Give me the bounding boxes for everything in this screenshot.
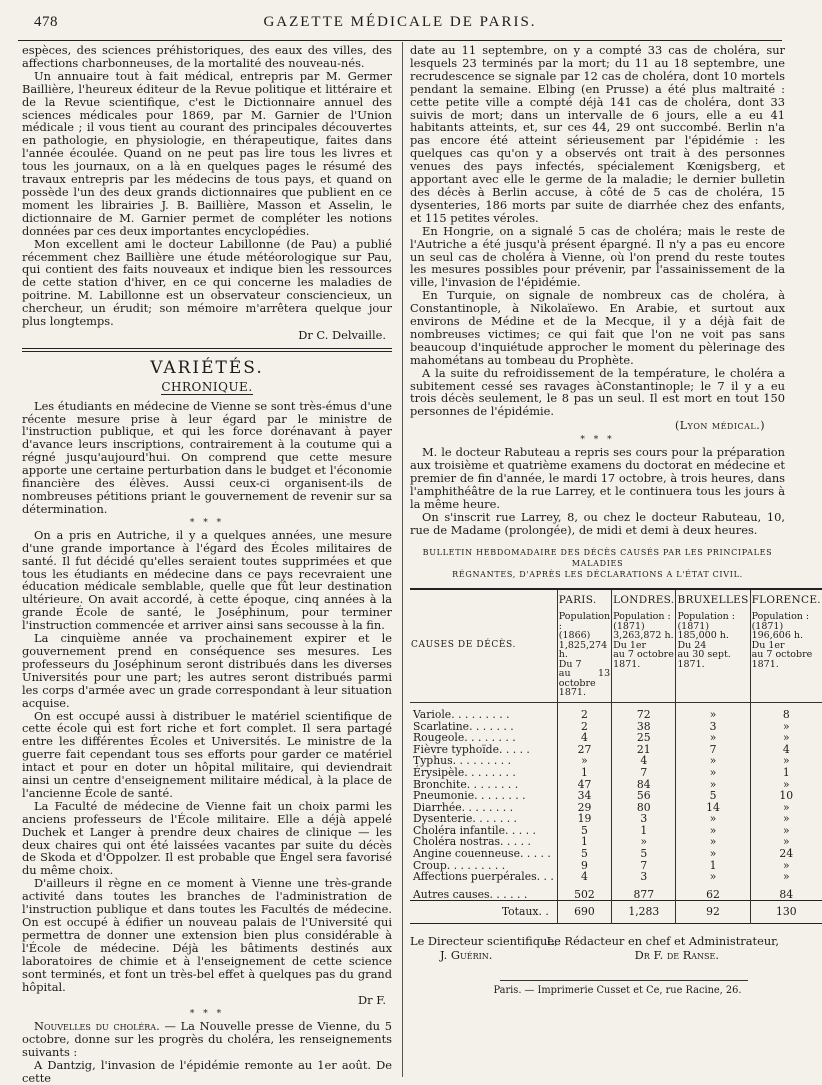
period: Du 24 — [677, 639, 707, 651]
table-row — [410, 790, 822, 802]
period: au 13 octobre — [558, 668, 611, 689]
printer-imprint: Paris. — Imprimerie Cusset et Ce, rue Racine, 26. — [493, 985, 742, 997]
value-cell: 29 — [557, 802, 611, 814]
cause-cell: Fièvre typhoïde. . . . . — [413, 742, 530, 756]
separator-stars: * * * — [189, 1009, 225, 1020]
cholera-text: — La Nouvelle presse de Vienne, du 5 octobre, donne sur les progrès du choléra, les renseignements suivants : — [22, 1019, 392, 1060]
population-value: 185,000 h. — [677, 630, 729, 642]
value-cell: » — [676, 813, 750, 825]
value-cell: » — [750, 860, 822, 872]
value-cell: 34 — [557, 790, 611, 802]
paragraph: A Dantzig, l'invasion de l'épidémie remonte au 1er août. De cette — [22, 1058, 392, 1085]
value-cell: » — [612, 836, 676, 848]
value-cell: 2 — [557, 702, 611, 720]
right-column — [410, 43, 821, 998]
cause-cell: Rougeole. . . . . . . . — [413, 731, 516, 745]
cause-cell: Bronchite. . . . . . . . — [413, 777, 519, 791]
page-number: 478 — [34, 14, 58, 30]
value-cell: 21 — [612, 744, 676, 756]
population-year: (1871) — [613, 620, 645, 632]
director-title: Le Directeur scientifique, — [410, 934, 558, 949]
value-cell: 84 — [750, 883, 822, 901]
value-cell: 56 — [612, 790, 676, 802]
director-signature — [410, 934, 558, 962]
value-cell: 47 — [557, 779, 611, 791]
cause-cell: Typhus. . . . . . . . . — [413, 754, 512, 768]
population-label: Population : — [613, 611, 671, 623]
city-header — [750, 589, 822, 703]
value-cell: » — [676, 871, 750, 883]
signature-f: Dr F. — [358, 993, 386, 1008]
table-row — [410, 702, 822, 720]
period: 1871. — [613, 658, 641, 670]
value-cell: 4 — [750, 744, 822, 756]
cause-cell: Croup. . . . . . . . . — [413, 858, 506, 872]
paragraph: On est occupé aussi à distribuer le matériel scientifique de cette école qui est fort riche et fort complet. Il sera partagé entre les différentes Écoles et Universités. Le ministre de la guerre fait cependant tous ses efforts pour garder ce matériel intact et pour en doter un hôpital militaire, qui deviendrait ainsi un centre d'enseignement militaire médical, à la place de l'ancienne École de santé. — [22, 708, 392, 800]
value-cell: » — [750, 825, 822, 837]
value-cell: 10 — [750, 790, 822, 802]
value-cell: » — [750, 721, 822, 733]
value-cell: 8 — [750, 702, 822, 720]
paragraph: Les étudiants en médecine de Vienne se sont très-émus d'une récente mesure prise à leur égard par le ministre de l'instruction publique, et qui les force dorénavant à payer d'avance leurs inscriptions, contrairement à la coutume qui a régné jusqu'aujourd'hui. On comprend que cette mesure apporte une certaine perturbation dans le budget et l'économie financière des élèves. Aussi ceux-ci organisent-ils de nombreuses pétitions priant le gouvernement de revenir sur sa détermination. — [22, 398, 392, 516]
table-row — [410, 732, 822, 744]
value-cell: 502 — [557, 883, 611, 901]
signature-delvaille: Dr C. Delvaille. — [298, 327, 386, 342]
editor-name: Dr F. de Ranse. — [634, 948, 719, 963]
value-cell: 62 — [676, 883, 750, 901]
value-cell: 3 — [612, 813, 676, 825]
separator-stars: * * * — [189, 517, 225, 528]
left-column — [22, 44, 392, 1085]
table-row — [410, 901, 822, 924]
paragraph: On a pris en Autriche, il y a quelques années, une mesure d'une grande importance à l'égard des Écoles militaires de santé. Il fut décidé qu'elles seraient toutes supprimées et que tous les étudiants en médecine dans ce pays recevraient une éducation médicale semblable, quelle que fût leur destination ultérieure. On avait accordé, à cette époque, cinq années à la grande École de santé, le Joséphinum, pour terminer l'instruction commencée et arriver ainsi sans secousse à la fin. — [22, 527, 392, 633]
city-header — [612, 589, 676, 703]
editor-signature — [547, 934, 779, 962]
value-cell: 130 — [750, 901, 822, 924]
page-header — [18, 12, 782, 41]
population-year: (1866) — [558, 630, 591, 642]
value-cell: 5 — [557, 825, 611, 837]
period: au 7 octobre — [751, 649, 813, 661]
value-cell: 27 — [557, 744, 611, 756]
population-label: Population : — [558, 611, 611, 632]
cause-cell: Autres causes. . . . . . — [413, 887, 528, 901]
value-cell: » — [750, 755, 822, 767]
subsection-title — [22, 381, 392, 394]
value-cell: 3 — [676, 721, 750, 733]
value-cell: » — [676, 702, 750, 720]
cause-cell: Choléra nostras. . . . . — [413, 835, 531, 849]
paragraph: En Hongrie, on a signalé 5 cas de choléra; mais le reste de l'Autriche a été jusqu'à présent épargné. Il n'y a pas eu encore un seul cas de choléra à Vienne, où l'on prend du reste toutes les mesures possibles pour prévenir, par l'assainissement de la ville, l'invasion de l'épidémie. — [410, 223, 785, 290]
value-cell: 7 — [612, 860, 676, 872]
causes-header: CAUSES DE DÉCÈS. — [410, 589, 557, 703]
period: 1871. — [558, 687, 586, 699]
cause-cell: Érysipèle. . . . . . . . — [413, 765, 516, 779]
paragraph: On s'inscrit rue Larrey, 8, ou chez le docteur Rabuteau, 10, rue de Madame (prolongée), de midi et demi à deux heures. — [410, 509, 785, 537]
value-cell: 690 — [557, 901, 611, 924]
paragraph: date au 11 septembre, on y a compté 33 cas de choléra, sur lesquels 23 terminés par la mort; du 11 au 18 septembre, une recrudescence se signale par 12 cas de choléra, dont 10 mortels pendant la semaine. Elbing (en Prusse) a été plus maltraité : cette petite ville a compté déjà 141 cas de choléra, dont 33 suivis de mort; dans un intervalle de 6 jours, elle a eu 41 habitants atteints, et, sur ces 44, 29 ont succombé. Berlin n'a pas encore été atteint sérieusement par l'épidémie : les quelques cas qu'on y a observés ont trait à des personnes venues des pays infectés, spécialement Kœnigsberg, et apportant avec elle le germe de la maladie; le dernier bulletin des décès à Berlin accuse, à côté de 5 cas de choléra, 15 dysenteries, 186 morts par suite de diarrhée chez des enfants, et 115 petites véroles. — [410, 43, 785, 225]
population-value: 1,825,274 h. — [558, 639, 608, 661]
paragraph: espèces, des sciences préhistoriques, des eaux des villes, des affections charbonneuses, de la mortalité des nouveau-nés. — [22, 43, 392, 70]
paragraph: La cinquième année va prochainement expirer et le gouvernement prend en conséquence ses mesures. Les professeurs du Joséphinum seront distribués dans les diverses Universités pour une part; les autres seront distribués parmi les corps d'armée avec un grade correspondant à leur situation acquise. — [22, 631, 392, 710]
paragraph: Mon excellent ami le docteur Labillonne (de Pau) a publié récemment chez Baillière une étude météorologique sur Pau, qui contient des faits nouveaux et indique bien les ressources de cette station d'hiver, en ce qui concerne les maladies de poitrine. M. Labillonne est un observateur consciencieux, un chercheur, un érudit; son mémoire m'arrêtera quelque jour plus longtemps. — [22, 236, 392, 329]
value-cell: 80 — [612, 802, 676, 814]
cause-cell: Angine couenneuse. . . . . — [413, 847, 551, 861]
table-row — [410, 848, 822, 860]
value-cell: 72 — [612, 702, 676, 720]
cause-cell: Pneumonie. . . . . . . . — [413, 789, 526, 803]
city-header — [557, 589, 611, 703]
value-cell: 1 — [557, 767, 611, 779]
value-cell: 9 — [557, 860, 611, 872]
city-name: LONDRES. — [613, 593, 675, 606]
value-cell: 1 — [750, 767, 822, 779]
paragraph: A la suite du refroidissement de la température, le choléra a subitement cessé ses ravages àConstantinople; le 7 il y a eu trois décès seulement, le 8 pas un seul. Il est mort en tout 150 personnes de l'épidémie. — [410, 365, 785, 419]
population-year: (1871) — [677, 620, 710, 632]
column-divider — [402, 42, 403, 1077]
value-cell: 7 — [676, 744, 750, 756]
population-year: (1871) — [751, 620, 784, 632]
value-cell: 1,283 — [612, 901, 676, 924]
table-row — [410, 767, 822, 779]
population-value: 196,606 h. — [751, 630, 804, 642]
city-name: FLORENCE. — [751, 593, 821, 606]
value-cell: 5 — [676, 790, 750, 802]
table-body — [410, 702, 822, 923]
value-cell: 92 — [676, 901, 750, 924]
city-name: PARIS. — [558, 593, 597, 606]
editor-signatures — [410, 934, 785, 970]
value-cell: » — [557, 755, 611, 767]
period: 1871. — [751, 658, 779, 670]
value-cell: 7 — [612, 767, 676, 779]
paragraph: Un annuaire tout à fait médical, entrepris par M. Germer Baillière, l'heureux éditeur de la Revue politique et littéraire et de la Revue scientifique, c'est le Dictionnaire annuel des sciences médicales pour 1869, par M. Garnier de l'Union médicale ; il vous tient au courant des principales découvertes en pathologie, en physiologie, en thérapeutique, faites dans l'année écoulée. Quand on ne peut pas lire tous les livres et tous les journaux, on a là en quelques pages le résumé des travaux entrepris par les médecins de tous pays, et quand on possède l'un des deux grands dictionnaires que publient en ce moment les librairies J. B. Baillière, Masson et Asselin, le dictionnaire de M. Garnier permet de compléter les notions données par ces deux importantes encyclopédies. — [22, 68, 392, 238]
cause-cell: Scarlatine. . . . . . . — [413, 719, 514, 733]
paragraph: D'ailleurs il règne en ce moment à Vienne une très-grande activité dans toutes les branches de l'administration de l'instruction publique et dans toutes les Facultés de médecine. On est occupé à édifier un nouveau palais de l'Université qui permettra de donner une extension bien plus considérable à l'École de médecine. Déjà les bâtiments destinés aux laboratoires de chimie et à l'enseignement de cette science sont terminés, et font un très-bel effet à quelques pas du grand hôpital. — [22, 876, 392, 994]
bulletin-title — [410, 547, 785, 580]
value-cell: 1 — [612, 825, 676, 837]
table-row — [410, 871, 822, 883]
value-cell: 3 — [612, 871, 676, 883]
value-cell: 38 — [612, 721, 676, 733]
period: Du 1er — [751, 639, 785, 651]
value-cell: » — [750, 871, 822, 883]
population-label: Population : — [751, 611, 810, 623]
value-cell: » — [750, 779, 822, 791]
printer-rule — [500, 980, 748, 981]
editor-title: Le Rédacteur en chef et Administrateur, — [546, 934, 779, 949]
journal-title: GAZETTE MÉDICALE DE PARIS. — [263, 14, 537, 30]
mortality-table — [410, 588, 822, 925]
source-citation: (Lyon médical.) — [674, 419, 765, 433]
bulletin-title-line: RÉGNANTES, D'APRÈS LES DÉCLARATIONS A L'ÉTAT CIVIL. — [452, 569, 743, 579]
value-cell: 24 — [750, 848, 822, 860]
value-cell: » — [750, 813, 822, 825]
city-header — [676, 589, 750, 703]
director-name: J. Guérin. — [440, 948, 493, 963]
cause-cell: Choléra infantile. . . . . — [413, 823, 536, 837]
section-rule — [22, 348, 392, 352]
value-cell: 1 — [676, 860, 750, 872]
value-cell: 877 — [612, 883, 676, 901]
value-cell: 4 — [612, 755, 676, 767]
cause-cell: Totaux. . — [410, 901, 557, 924]
period: au 7 octobre — [613, 649, 674, 661]
value-cell: 25 — [612, 732, 676, 744]
period: au 30 sept. — [677, 649, 731, 661]
population-label: Population : — [677, 611, 735, 623]
section-title: VARIÉTÉS. — [150, 357, 264, 378]
value-cell: 5 — [557, 848, 611, 860]
value-cell: » — [676, 836, 750, 848]
paragraph-cholera — [22, 1020, 392, 1059]
cause-cell: Dysenterie. . . . . . . — [413, 812, 517, 826]
value-cell: 1 — [557, 836, 611, 848]
paragraph: M. le docteur Rabuteau a repris ses cours pour la préparation aux troisième et quatrième examens du doctorat en médecine et premier de fin d'année, le mardi 17 octobre, à trois heures, dans l'amphithéâtre de la rue Larrey, et le continuera tous les jours à la même heure. — [410, 445, 785, 511]
period: Du 1er — [613, 639, 647, 651]
value-cell: 2 — [557, 721, 611, 733]
value-cell: » — [676, 825, 750, 837]
cause-cell: Variole. . . . . . . . . — [413, 707, 510, 721]
value-cell: 84 — [612, 779, 676, 791]
subsection-title-text: CHRONIQUE. — [161, 379, 253, 394]
paragraph: La Faculté de médecine de Vienne fait un choix parmi les anciens professeurs de l'École militaire. Elle a déjà appelé Duchek et Langer à prendre deux chaires de clinique — les deux chaires qui ont été laissées vacantes par suite du décès de Skoda et d'Oppolzer. Il est probable que Engel sera favorisé du même choix. — [22, 798, 392, 878]
value-cell: » — [750, 732, 822, 744]
table-header-row — [410, 589, 822, 703]
period: 1871. — [677, 658, 705, 670]
value-cell: » — [676, 755, 750, 767]
value-cell: 4 — [557, 871, 611, 883]
city-name: BRUXELLES — [677, 593, 749, 606]
value-cell: 4 — [557, 732, 611, 744]
value-cell: » — [676, 767, 750, 779]
cholera-heading: Nouvelles du choléra. — [34, 1019, 160, 1034]
cause-cell: Affections puerpérales. . . — [413, 870, 554, 884]
separator-stars: * * * — [580, 435, 615, 446]
period: Du 7 — [558, 658, 582, 670]
table-row — [410, 883, 822, 901]
value-cell: » — [676, 848, 750, 860]
bulletin-title-line: BULLETIN HEBDOMADAIRE DES DÉCÈS CAUSÉS PAR LES PRINCIPALES MALADIES — [422, 547, 773, 568]
value-cell: » — [676, 779, 750, 791]
value-cell: 5 — [612, 848, 676, 860]
cause-cell: Diarrhée. . . . . . . . — [413, 800, 514, 814]
population-value: 3,263,872 h. — [613, 630, 674, 642]
value-cell: » — [676, 732, 750, 744]
value-cell: » — [750, 836, 822, 848]
paragraph: En Turquie, on signale de nombreux cas de choléra, à Constantinople, à Nikolaïewo. En Arabie, et surtout aux environs de Médine et de la Mecque, il y a déjà fait de nombreuses victimes; ce qui fait que l'on ne voit pas sans beaucoup d'inquiétude approcher le moment du pèlerinage des mahométans au tombeau du Prophète. — [410, 288, 785, 367]
value-cell: » — [750, 802, 822, 814]
value-cell: 14 — [676, 802, 750, 814]
value-cell: 19 — [557, 813, 611, 825]
